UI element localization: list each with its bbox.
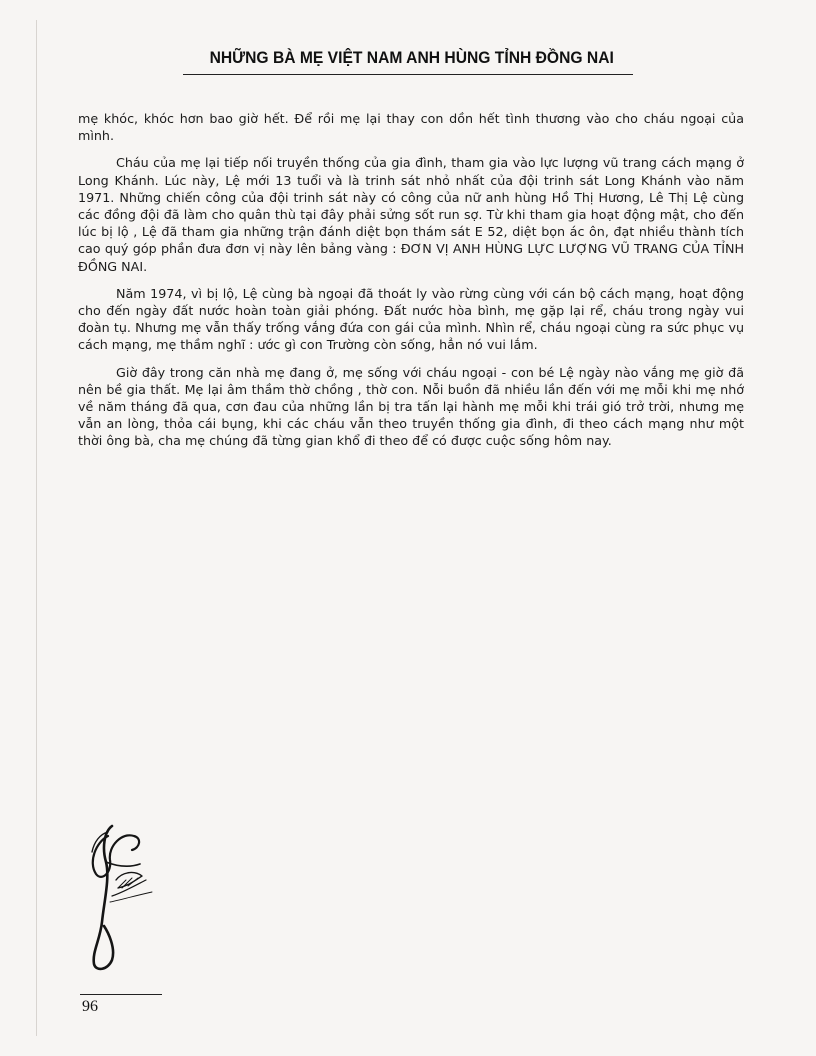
paragraph: mẹ khóc, khóc hơn bao giờ hết. Để rồi mẹ lại thay con dồn hết tình thương vào cho cháu ngoại của mình. — [78, 111, 744, 144]
body-text — [78, 110, 744, 460]
header-title: NHỮNG BÀ MẸ VIỆT NAM ANH HÙNG TỈNH ĐỒNG NAI — [209, 48, 615, 67]
footer-rule — [80, 994, 162, 995]
paragraph: Năm 1974, vì bị lộ, Lệ cùng bà ngoại đã thoát ly vào rừng cùng với cán bộ cách mạng, hoạt động cho đến ngày đất nước hoàn toàn giải phóng. Đất nước hòa bình, mẹ gặp lại rể, cháu trong ngày vui đoàn tụ. Nhưng mẹ vẫn thấy trống vắng đứa con gái của mình. Nhìn rể, cháu ngoại cùng ra sức phục vụ cách mạng, mẹ thầm nghĩ : ước gì con Trường còn sống, hẳn nó vui lắm. — [78, 285, 744, 353]
paragraph: Giờ đây trong căn nhà mẹ đang ở, mẹ sống với cháu ngoại - con bé Lệ ngày nào vắng mẹ giờ đã nên bề gia thất. Mẹ lại âm thầm thờ chồng , thờ con. Nỗi buồn đã nhiều lần đến với mẹ mỗi khi mẹ nhớ về năm tháng đã qua, cơn đau của những lần bị tra tấn lại hành mẹ mỗi khi trái gió trở trời, nhưng mẹ vẫn an lòng, thỏa cái bụng, khi các cháu vẫn theo truyền thống gia đình, đi theo cách mạng như một thời ông bà, cha mẹ chúng đã từng gian khổ đi theo để có được cuộc sống hôm nay. — [78, 364, 744, 449]
page-number: 96 — [82, 998, 98, 1015]
paragraph: Cháu của mẹ lại tiếp nối truyền thống của gia đình, tham gia vào lực lượng vũ trang cách mạng ở Long Khánh. Lúc này, Lệ mới 13 tuổi và là trinh sát nhỏ nhất của đội trinh sát Long Khánh vào năm 1971. Những chiến công của đội trinh sát này có công của nữ anh hùng Hồ Thị Hương, Lê Thị Lệ cùng các đồng đội đã làm cho quân thù tại đây phải sửng sốt run sợ. Từ khi tham gia hoạt động mật, cho đến lúc bị lộ , Lệ đã tham gia những trận đánh diệt bọn thám sát E 52, diệt bọn ác ôn, đạt nhiều thành tích cao quý góp phần đưa đơn vị này lên bảng vàng : ĐƠN VỊ ANH HÙNG LỰC LƯỢNG VŨ TRANG CỦA TỈNH ĐỒNG NAI. — [78, 155, 744, 274]
running-header — [0, 48, 816, 72]
decorative-flourish — [82, 822, 162, 972]
page-edge-line — [36, 20, 37, 1036]
header-rule — [183, 74, 633, 75]
